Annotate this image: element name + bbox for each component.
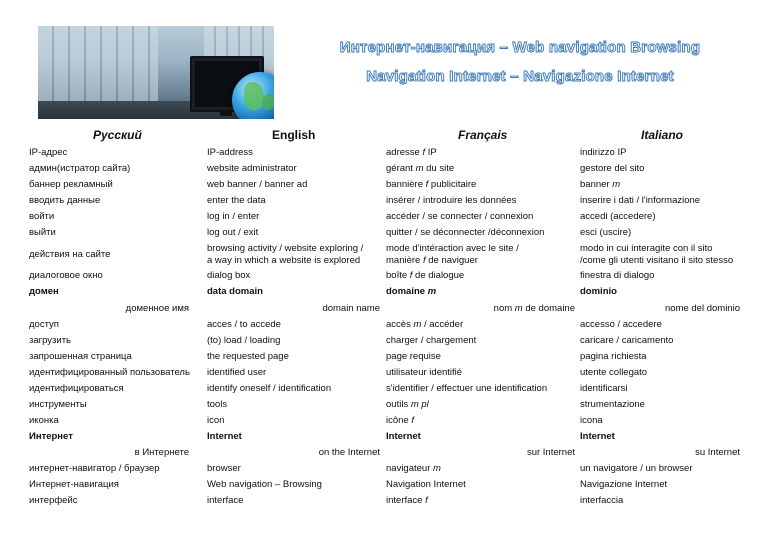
cell-italian: caricare / caricamento: [580, 335, 674, 346]
cell-russian: идентифицироваться: [29, 383, 124, 394]
cell-english: acces / to accede: [207, 319, 281, 330]
cell-russian: вводить данные: [29, 195, 101, 206]
cell-italian: nome del dominio: [665, 303, 740, 314]
cell-french-line2: manière f de naviguer: [386, 254, 478, 266]
cell-french: quitter / se déconnecter /déconnexion: [386, 227, 545, 238]
cell-english: data domain: [207, 286, 263, 297]
cell-french: utilisateur identifié: [386, 367, 463, 378]
cell-english: browser: [207, 463, 241, 474]
cell-italian-line2: /come gli utenti visitano il sito stesso: [580, 254, 734, 266]
header-photo: [38, 26, 274, 119]
cell-russian: выйти: [29, 227, 56, 238]
cell-russian: Интернет-навигация: [29, 479, 119, 490]
cell-french: Navigation Internet: [386, 479, 466, 490]
cell-russian: доменное имя: [125, 303, 189, 314]
cell-english: website administrator: [207, 163, 297, 174]
cell-french: adresse f IP: [386, 147, 437, 158]
cell-english: icon: [207, 415, 225, 426]
cell-english-line2: a way in which a website is explored: [207, 254, 361, 266]
cell-french: gérant m du site: [386, 163, 455, 174]
cell-italian: inserire i dati / l'informazione: [580, 195, 701, 206]
cell-italian: identificarsi: [580, 383, 628, 394]
cell-english: Internet: [207, 431, 242, 442]
cell-english: identify oneself / identification: [207, 383, 332, 394]
cell-italian-line1: modo in cui interagite con il sito: [580, 243, 713, 254]
cell-russian: загрузить: [29, 335, 71, 346]
cell-italian: Internet: [580, 431, 615, 442]
cell-french: icône f: [386, 415, 414, 426]
cell-french: nom m de domaine: [493, 303, 575, 314]
cell-english: log out / exit: [207, 227, 259, 238]
cell-english: Web navigation – Browsing: [207, 479, 322, 490]
cell-english: enter the data: [207, 195, 266, 206]
cell-italian: Navigazione Internet: [580, 479, 668, 490]
cell-russian: идентифицированный пользователь: [29, 367, 190, 378]
cell-russian: доступ: [29, 319, 59, 330]
cell-russian: запрошенная страница: [29, 351, 132, 362]
cell-french: outils m pl: [386, 399, 429, 410]
cell-english-line1: browsing activity / website exploring /: [207, 243, 364, 254]
cell-french: insérer / introduire les données: [386, 195, 517, 206]
cell-italian: strumentazione: [580, 399, 645, 410]
cell-russian: в Интернете: [134, 447, 189, 458]
cell-russian: инструменты: [29, 399, 87, 410]
column-header-russian: Русский: [93, 128, 142, 142]
cell-french: domaine m: [386, 286, 437, 297]
cell-italian: gestore del sito: [580, 163, 645, 174]
page-title: Интернет-навигация – Web navigation Browsing: [339, 39, 701, 56]
cell-english: identified user: [207, 367, 267, 378]
cell-italian: banner m: [580, 179, 621, 190]
cell-russian: Интернет: [29, 431, 73, 442]
cell-english: IP-address: [207, 147, 253, 158]
cell-russian: домен: [29, 286, 59, 297]
cell-english: (to) load / loading: [207, 335, 281, 346]
cell-russian: войти: [29, 211, 55, 222]
cell-italian: su Internet: [695, 447, 740, 458]
cell-french: charger / chargement: [386, 335, 477, 346]
cell-english: log in / enter: [207, 211, 260, 222]
column-header-french: Français: [458, 128, 508, 142]
cell-italian: icona: [580, 415, 603, 426]
cell-russian: диалоговое окно: [29, 270, 103, 281]
cell-french: accéder / se connecter / connexion: [386, 211, 534, 222]
cell-italian: esci (uscire): [580, 227, 632, 238]
cell-russian: интернет-навигатор / браузер: [29, 463, 160, 474]
cell-french: accès m / accéder: [386, 319, 464, 330]
cell-french: boîte f de dialogue: [386, 270, 465, 281]
cell-english: on the Internet: [318, 447, 380, 458]
cell-russian: интерфейс: [29, 495, 78, 506]
cell-english: interface: [207, 495, 244, 506]
cell-italian: interfaccia: [580, 495, 624, 506]
column-header-english: English: [272, 128, 316, 142]
cell-russian: IP-адрес: [29, 147, 68, 158]
cell-english: tools: [207, 399, 228, 410]
cell-italian: finestra di dialogo: [580, 270, 655, 281]
cell-italian: accesso / accedere: [580, 319, 662, 330]
cell-english: dialog box: [207, 270, 251, 281]
page-subtitle: Navigation Internet – Navigazione Internet: [366, 68, 674, 85]
cell-italian: dominio: [580, 286, 617, 297]
cell-french: page requise: [386, 351, 441, 362]
monitor-stand: [220, 110, 232, 116]
cell-french: bannière f publicitaire: [386, 179, 477, 190]
cell-italian: accedi (accedere): [580, 211, 656, 222]
cell-french: interface f: [386, 495, 428, 506]
cell-italian: pagina richiesta: [580, 351, 647, 362]
cell-italian: utente collegato: [580, 367, 648, 378]
cell-italian: un navigatore / un browser: [580, 463, 693, 474]
cell-russian: баннер рекламный: [29, 179, 113, 190]
cell-russian: админ(истратор сайта): [29, 163, 131, 174]
cell-english: web banner / banner ad: [207, 179, 308, 190]
cell-french: s'identifier / effectuer une identification: [386, 383, 548, 394]
cell-russian: действия на сайте: [29, 249, 111, 260]
column-header-italian: Italiano: [641, 128, 684, 142]
cell-french: Internet: [386, 431, 421, 442]
cell-italian: indirizzo IP: [580, 147, 627, 158]
cell-french: navigateur m: [386, 463, 441, 474]
cell-russian: иконка: [29, 415, 59, 426]
cell-english: domain name: [322, 303, 380, 314]
cell-french: sur Internet: [526, 447, 575, 458]
cell-english: the requested page: [207, 351, 289, 362]
cell-french-line1: mode d'intéraction avec le site /: [386, 243, 519, 254]
